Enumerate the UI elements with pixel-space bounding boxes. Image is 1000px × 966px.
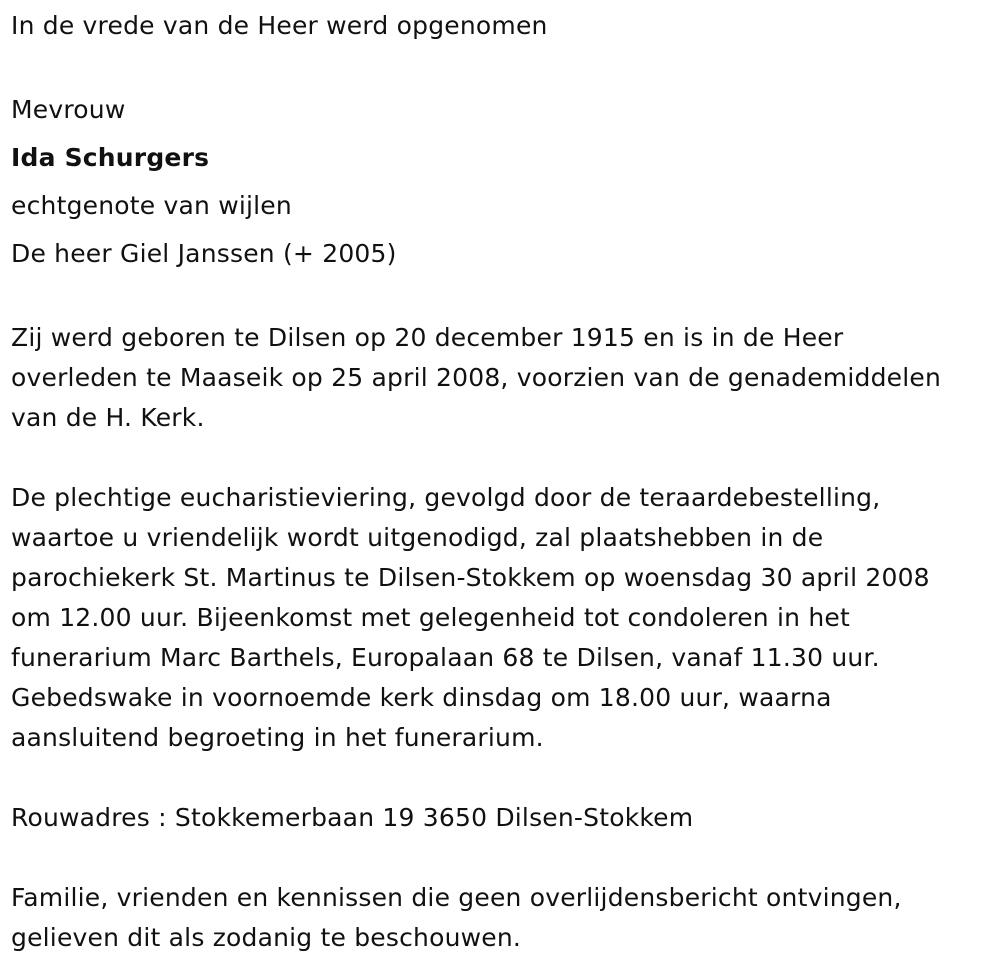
paragraph-line: van de H. Kerk.: [11, 403, 205, 432]
paragraph-line: Zij werd geboren te Dilsen op 20 december 1915 en is in de Heer: [11, 323, 844, 352]
spouse-name: De heer Giel Janssen (+ 2005): [11, 239, 397, 268]
mourning-address: Rouwadres : Stokkemerbaan 19 3650 Dilsen-Stokkem: [11, 803, 694, 832]
paragraph-line: parochiekerk St. Martinus te Dilsen-Stokkem op woensdag 30 april 2008: [11, 563, 930, 592]
deceased-name: Ida Schurgers: [11, 143, 210, 172]
paragraph-line: overleden te Maaseik op 25 april 2008, voorzien van de genademiddelen: [11, 363, 941, 392]
closing-paragraph: [11, 878, 991, 958]
paragraph-line: funerarium Marc Barthels, Europalaan 68 te Dilsen, vanaf 11.30 uur.: [11, 643, 880, 672]
spacer: [11, 46, 991, 86]
paragraph-line: om 12.00 uur. Bijeenkomst met gelegenheid tot condoleren in het: [11, 603, 850, 632]
spacer: [11, 758, 991, 798]
paragraph-line: waartoe u vriendelijk wordt uitgenodigd, zal plaatshebben in de: [11, 523, 824, 552]
birth-paragraph: [11, 318, 991, 438]
paragraph-line: Familie, vrienden en kennissen die geen overlijdensbericht ontvingen,: [11, 883, 902, 912]
intro-text: In de vrede van de Heer werd opgenomen: [11, 11, 548, 40]
spacer: [11, 278, 991, 318]
salutation: Mevrouw: [11, 95, 126, 124]
paragraph-line: gelieven dit als zodanig te beschouwen.: [11, 923, 522, 952]
paragraph-line: De plechtige eucharistieviering, gevolgd door de teraardebestelling,: [11, 483, 881, 512]
spacer: [11, 438, 991, 478]
relation-text: echtgenote van wijlen: [11, 191, 292, 220]
paragraph-line: aansluitend begroeting in het funerarium.: [11, 723, 544, 752]
paragraph-line: Gebedswake in voornoemde kerk dinsdag om 18.00 uur, waarna: [11, 683, 832, 712]
ceremony-paragraph: [11, 478, 991, 758]
obituary-notice: [11, 6, 991, 958]
spacer: [11, 838, 991, 878]
